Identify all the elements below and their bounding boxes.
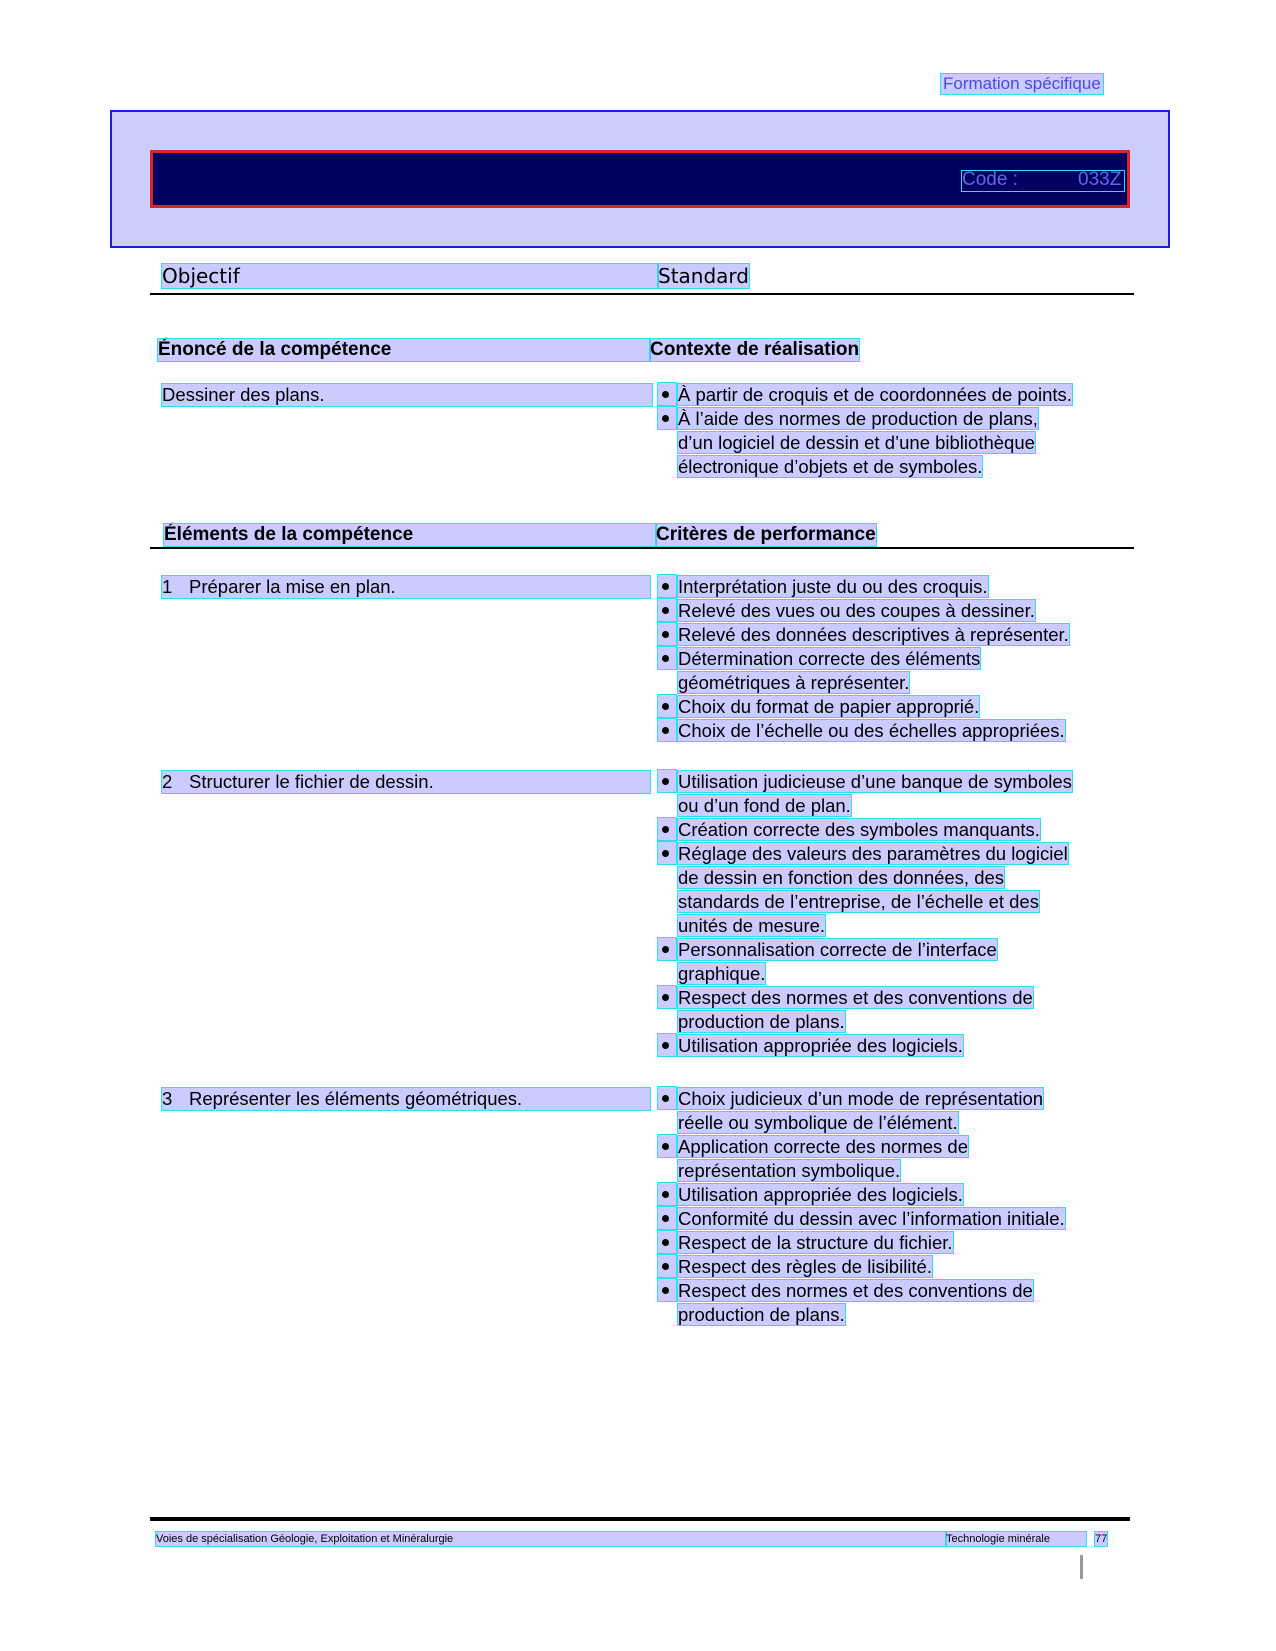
criterion-line: graphique. — [678, 963, 766, 984]
code-label: Code : — [962, 169, 1018, 190]
section-title-criteres: Critères de performance — [656, 524, 876, 545]
criterion-line: Utilisation appropriée des logiciels. — [678, 1184, 963, 1205]
column-header-objectif: Objectif — [162, 264, 658, 288]
criterion-item — [678, 1255, 1065, 1279]
criterion-item — [678, 938, 1072, 986]
bullet-icon — [658, 938, 676, 960]
criteria-list-1 — [678, 575, 1069, 743]
bullet-icon — [658, 407, 676, 429]
bullet-icon — [658, 599, 676, 621]
criteria-list-2 — [678, 770, 1072, 1058]
bullet-icon — [658, 842, 676, 864]
code-value: 033Z — [1078, 169, 1122, 190]
criterion-line: production de plans. — [678, 1011, 845, 1032]
bullet-icon — [658, 695, 676, 717]
bullet-icon — [658, 575, 676, 597]
footer-right: Technologie minérale — [946, 1532, 1086, 1546]
criterion-item — [678, 1279, 1065, 1327]
criterion-item — [678, 1034, 1072, 1058]
element-number: 2 — [162, 771, 173, 792]
bullet-icon — [658, 1231, 676, 1253]
criterion-item — [678, 623, 1069, 647]
criterion-line: production de plans. — [678, 1304, 845, 1325]
criterion-item — [678, 575, 1069, 599]
criterion-item — [678, 818, 1072, 842]
criterion-line: Choix judicieux d’un mode de représentation — [678, 1088, 1044, 1109]
criterion-line: géométriques à représenter. — [678, 672, 910, 693]
criterion-item — [678, 1207, 1065, 1231]
bullet-icon — [658, 383, 676, 405]
footer-page: 77 — [1095, 1533, 1108, 1545]
criterion-item — [678, 770, 1072, 818]
element-label-1 — [162, 576, 650, 598]
bullet-icon — [658, 623, 676, 645]
criterion-item — [678, 647, 1069, 695]
section-title-contexte: Contexte de réalisation — [650, 339, 860, 360]
criterion-line: unités de mesure. — [678, 915, 826, 936]
criterion-item — [678, 986, 1072, 1034]
element-text: Structurer le fichier de dessin. — [189, 771, 434, 792]
section-rule — [150, 547, 1134, 549]
criterion-item — [678, 719, 1069, 743]
criterion-line: Choix de l’échelle ou des échelles appropriées. — [678, 720, 1065, 741]
criterion-line: Relevé des vues ou des coupes à dessiner. — [678, 600, 1035, 621]
criterion-line: Relevé des données descriptives à représenter. — [678, 624, 1069, 645]
criteria-list-3 — [678, 1087, 1065, 1327]
criterion-item — [678, 842, 1072, 938]
criterion-line: Respect des normes et des conventions de — [678, 1280, 1033, 1301]
criterion-line: Création correcte des symboles manquants. — [678, 819, 1040, 840]
bullet-icon — [658, 719, 676, 741]
bullet-icon — [658, 818, 676, 840]
criterion-item — [678, 1087, 1065, 1135]
criterion-line: d’un logiciel de dessin et d’une bibliothèque — [678, 432, 1035, 453]
element-text: Représenter les éléments géométriques. — [189, 1088, 523, 1109]
bullet-icon — [658, 1279, 676, 1301]
bullet-icon — [658, 770, 676, 792]
criterion-line: Réglage des valeurs des paramètres du logiciel — [678, 843, 1068, 864]
criterion-item — [678, 1183, 1065, 1207]
criterion-item — [678, 383, 1072, 407]
criterion-line: Utilisation judicieuse d’une banque de symboles — [678, 771, 1072, 792]
element-text: Préparer la mise en plan. — [189, 576, 396, 597]
bullet-icon — [658, 1207, 676, 1229]
criterion-item — [678, 1135, 1065, 1183]
bullet-icon — [658, 647, 676, 669]
criterion-line: Application correcte des normes de — [678, 1136, 968, 1157]
criterion-line: À l’aide des normes de production de plans, — [678, 408, 1038, 429]
bullet-icon — [658, 1087, 676, 1109]
criterion-line: Respect des règles de lisibilité. — [678, 1256, 932, 1277]
criterion-item — [678, 1231, 1065, 1255]
context-list — [678, 383, 1072, 479]
element-number: 1 — [162, 576, 173, 597]
criterion-item — [678, 407, 1072, 479]
criterion-line: Personnalisation correcte de l’interface — [678, 939, 997, 960]
criterion-line: réelle ou symbolique de l’élément. — [678, 1112, 958, 1133]
bullet-icon — [658, 1255, 676, 1277]
footer-tick — [1080, 1555, 1083, 1579]
competence-statement: Dessiner des plans. — [162, 384, 652, 406]
section-title-enonce: Énoncé de la compétence — [158, 339, 650, 361]
criterion-line: standards de l’entreprise, de l’échelle et des — [678, 891, 1039, 912]
top-label: Formation spécifique — [943, 74, 1101, 93]
element-label-2 — [162, 771, 650, 793]
criterion-line: représentation symbolique. — [678, 1160, 901, 1181]
bullet-icon — [658, 1034, 676, 1056]
criterion-line: Respect de la structure du fichier. — [678, 1232, 953, 1253]
criterion-line: électronique d’objets et de symboles. — [678, 456, 983, 477]
criterion-line: de dessin en fonction des données, des — [678, 867, 1005, 888]
bullet-icon — [658, 986, 676, 1008]
criterion-line: Utilisation appropriée des logiciels. — [678, 1035, 963, 1056]
criterion-line: À partir de croquis et de coordonnées de points. — [678, 384, 1072, 405]
criterion-line: ou d’un fond de plan. — [678, 795, 851, 816]
criterion-item — [678, 599, 1069, 623]
criterion-line: Conformité du dessin avec l’information initiale. — [678, 1208, 1065, 1229]
bullet-icon — [658, 1183, 676, 1205]
header-rule — [150, 293, 1134, 295]
criterion-line: Choix du format de papier approprié. — [678, 696, 980, 717]
criterion-line: Interprétation juste du ou des croquis. — [678, 576, 988, 597]
section-title-elements: Éléments de la compétence — [164, 524, 656, 546]
criterion-line: Respect des normes et des conventions de — [678, 987, 1033, 1008]
element-label-3 — [162, 1088, 650, 1110]
column-header-standard: Standard — [658, 264, 749, 288]
bullet-icon — [658, 1135, 676, 1157]
criterion-line: Détermination correcte des éléments — [678, 648, 981, 669]
criterion-item — [678, 695, 1069, 719]
element-number: 3 — [162, 1088, 173, 1109]
footer-rule — [150, 1517, 1130, 1521]
footer-left: Voies de spécialisation Géologie, Exploitation et Minéralurgie — [156, 1532, 946, 1546]
